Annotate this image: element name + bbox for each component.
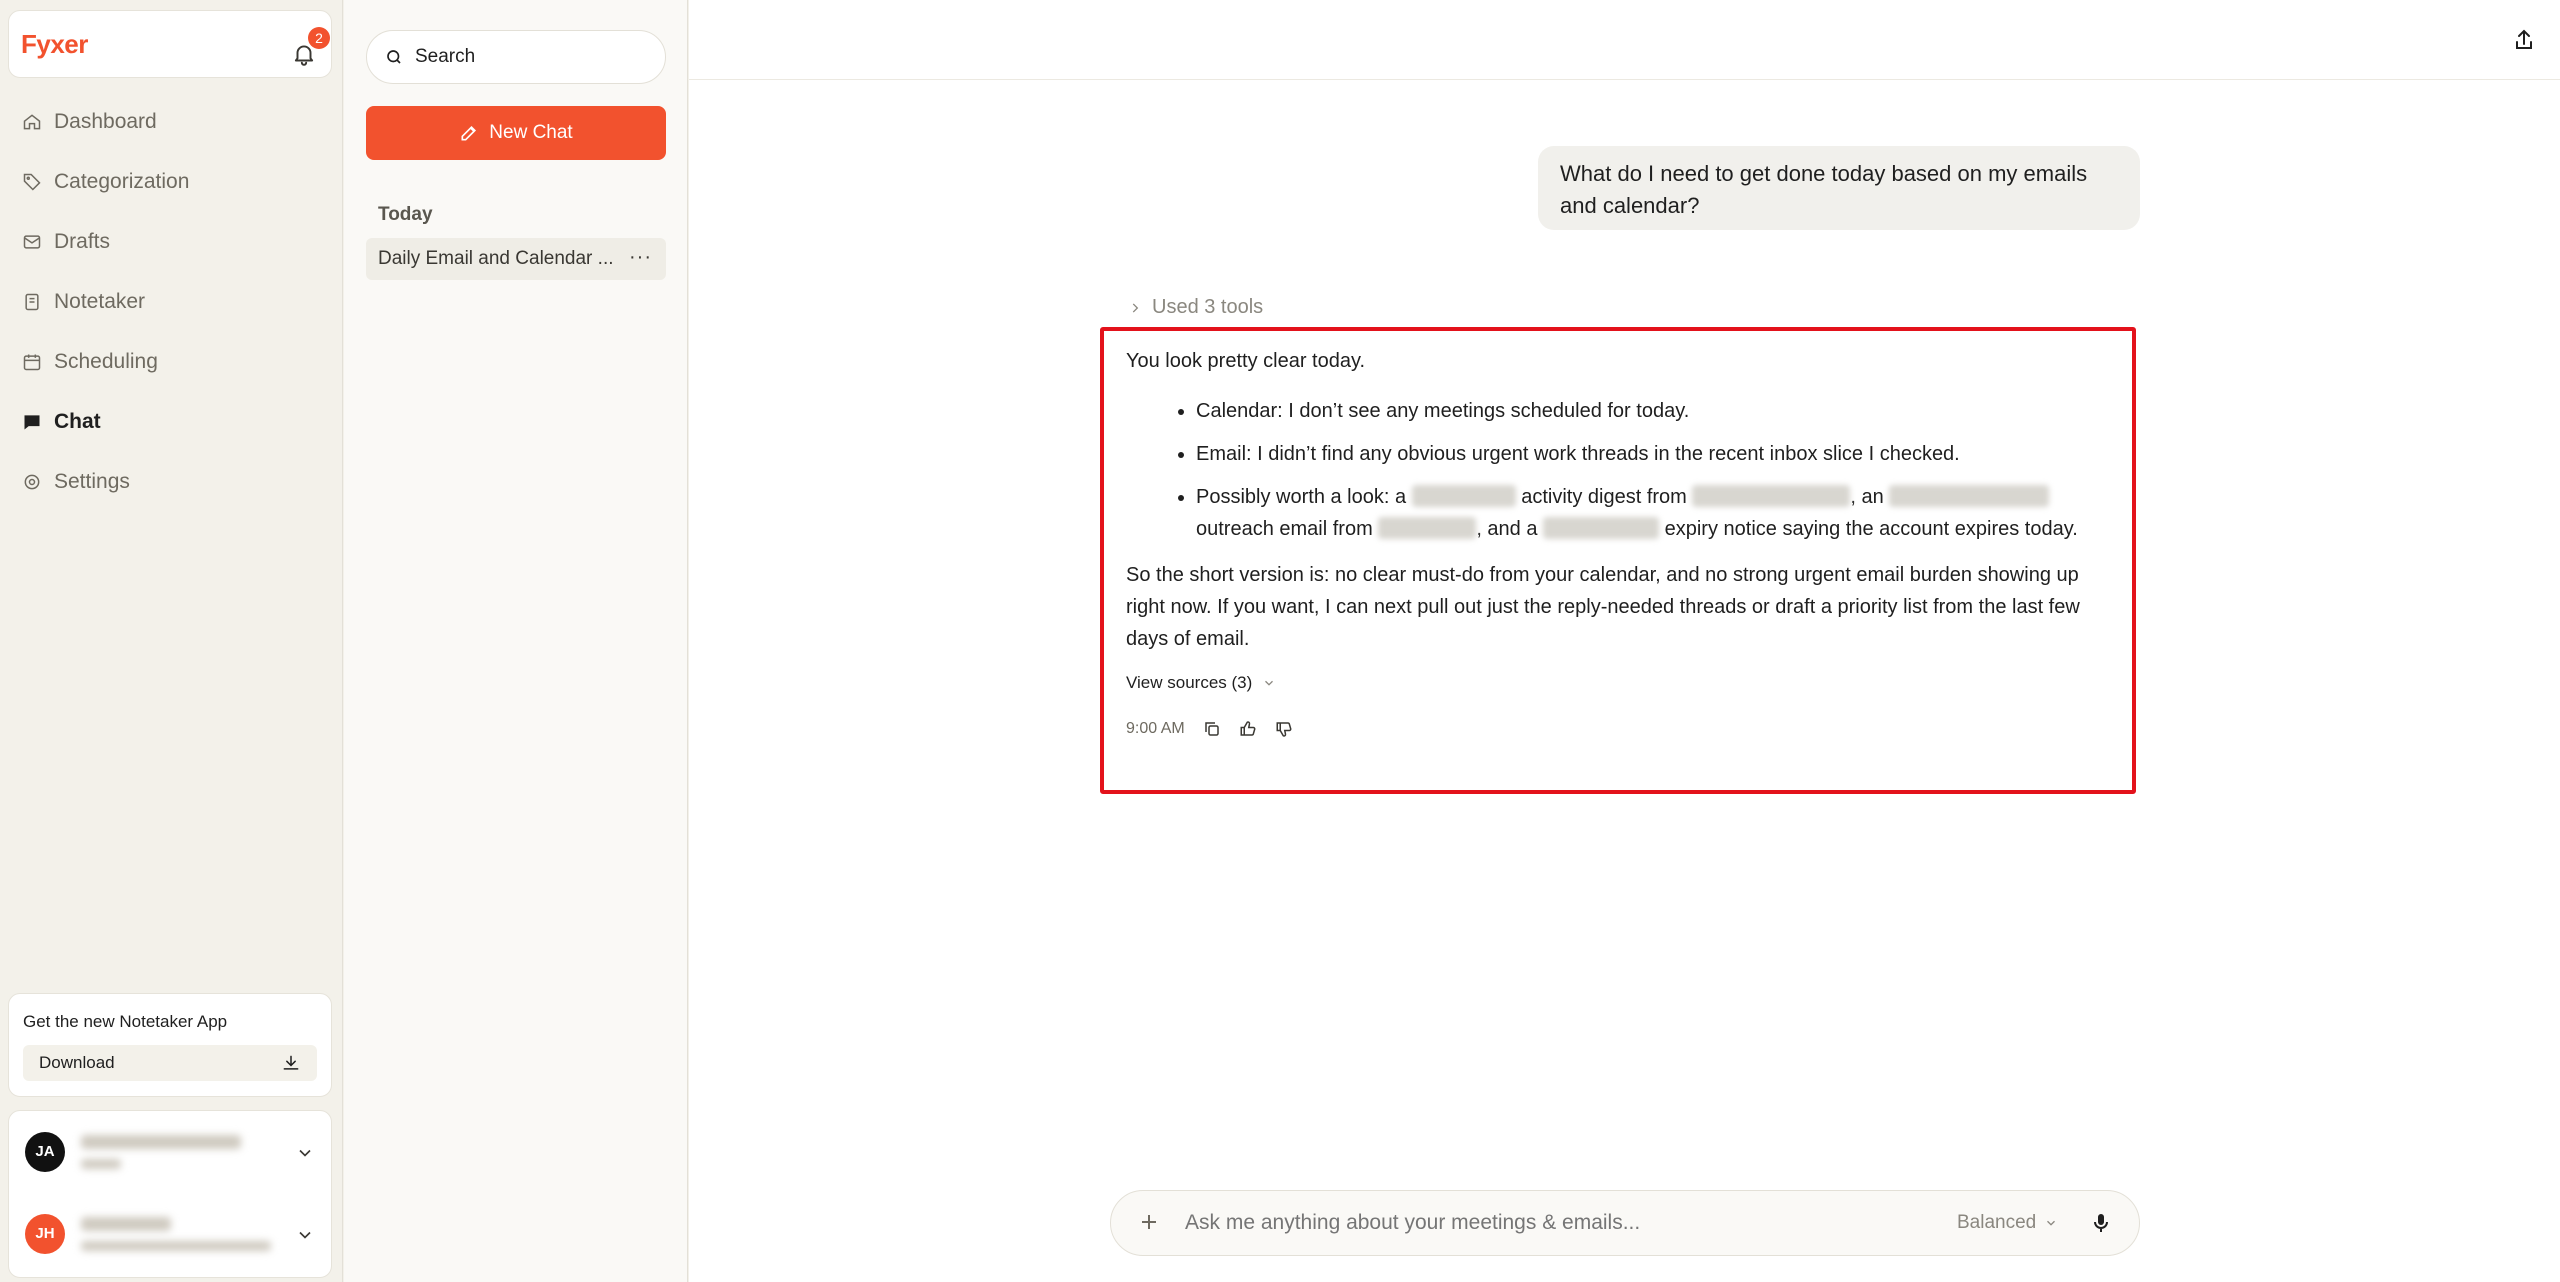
response-summary: So the short version is: no clear must-do from your calendar, and no strong urgent email burden showing up right now. If you want, I can next pull out just the reply-needed threads or draft a priority list from the last few days of email. [1126,564,2080,650]
bullet-worth-a-look: • Possibly worth a look: a activity digest from , an outreach email from , and a expiry notice saying the account expires today. [1196,481,2110,545]
redacted-account-detail [81,1159,121,1169]
used-tools-toggle[interactable] [1128,296,1263,319]
home-icon [22,112,42,132]
sidebar-item-categorization[interactable] [8,156,332,208]
redacted-text [1692,485,1850,507]
redacted-account-name [81,1135,241,1149]
assistant-response [1100,327,2136,794]
section-heading-today: Today [378,204,433,225]
chat-icon [22,412,42,432]
microphone-icon[interactable] [2089,1211,2113,1235]
response-intro: You look pretty clear today. [1126,350,1366,372]
chevron-down-icon[interactable] [295,1143,315,1163]
avatar: JA [25,1132,65,1172]
edit-icon [459,123,479,143]
search-input[interactable] [366,30,666,84]
user-message-bubble: What do I need to get done today based on my emails and calendar? [1538,146,2140,230]
download-label: Download [39,1053,115,1072]
sidebar-item-label: Drafts [54,230,111,253]
download-button[interactable] [23,1045,317,1081]
response-meta [1126,713,2110,745]
chevron-down-icon[interactable] [295,1225,315,1245]
notetaker-promo [8,993,332,1097]
view-sources-label: View sources (3) [1126,673,1253,692]
sidebar-item-drafts[interactable] [8,216,332,268]
brand-header [8,10,332,78]
sidebar-item-notetaker[interactable] [8,276,332,328]
search-icon [385,48,403,66]
new-chat-label: New Chat [489,122,573,143]
gear-icon [22,472,42,492]
more-options-icon[interactable]: ··· [629,246,652,268]
plus-icon[interactable] [1137,1210,1161,1234]
copy-icon[interactable] [1203,720,1221,738]
response-timestamp: 9:00 AM [1126,720,1185,737]
chat-composer [1110,1190,2140,1256]
fyxer-logo[interactable]: Fyxer [21,29,88,59]
promo-title: Get the new Notetaker App [23,1012,228,1031]
used-tools-label: Used 3 tools [1152,296,1264,318]
notebook-icon [22,292,42,312]
redacted-text [1543,517,1659,539]
sidebar-item-label: Scheduling [54,350,158,373]
thumbs-up-icon[interactable] [1239,720,1257,738]
mode-label: Balanced [1957,1212,2037,1233]
chat-input[interactable] [1185,1211,1885,1235]
account-row[interactable] [9,1195,333,1275]
bullet-calendar: • Calendar: I don’t see any meetings scheduled for today. [1196,395,2110,427]
account-switcher [8,1110,332,1278]
sidebar-item-label: Dashboard [54,110,157,133]
view-sources-toggle[interactable] [1126,667,2110,699]
chat-list-item[interactable] [366,238,666,280]
chevron-down-icon [1262,676,1276,690]
mode-selector[interactable] [1957,1212,2058,1234]
thumbs-down-icon[interactable] [1275,720,1293,738]
sidebar-item-scheduling[interactable] [8,336,332,388]
redacted-text [1412,485,1516,507]
calendar-icon [22,352,42,372]
share-icon[interactable] [2512,28,2536,52]
chat-title: Daily Email and Calendar ... [378,248,614,269]
new-chat-button[interactable] [366,106,666,160]
search-label: Search [415,46,476,67]
sidebar [0,0,343,1282]
sidebar-item-dashboard[interactable] [8,96,332,148]
chat-history-panel [344,0,688,1282]
chevron-right-icon [1128,301,1142,315]
sidebar-nav [8,96,332,516]
redacted-account-email [81,1241,271,1251]
chevron-down-icon [2044,1216,2058,1230]
redacted-text [1378,517,1476,539]
sidebar-item-label: Settings [54,470,130,493]
tag-icon [22,172,42,192]
notification-badge: 2 [308,27,330,49]
sidebar-item-settings[interactable] [8,456,332,508]
mail-icon [22,232,42,252]
sidebar-item-chat[interactable] [8,396,332,448]
chat-main [689,0,2560,1282]
sidebar-item-label: Chat [54,410,101,433]
sidebar-item-label: Categorization [54,170,190,193]
avatar: JH [25,1214,65,1254]
response-bullets [1126,395,2110,545]
bullet-email: • Email: I didn’t find any obvious urgent work threads in the recent inbox slice I checked. [1196,438,2110,470]
sidebar-item-label: Notetaker [54,290,146,313]
chat-topbar [689,0,2560,80]
download-icon [281,1053,301,1073]
account-row[interactable] [9,1113,333,1193]
redacted-account-name [81,1217,171,1231]
redacted-text [1889,485,2049,507]
